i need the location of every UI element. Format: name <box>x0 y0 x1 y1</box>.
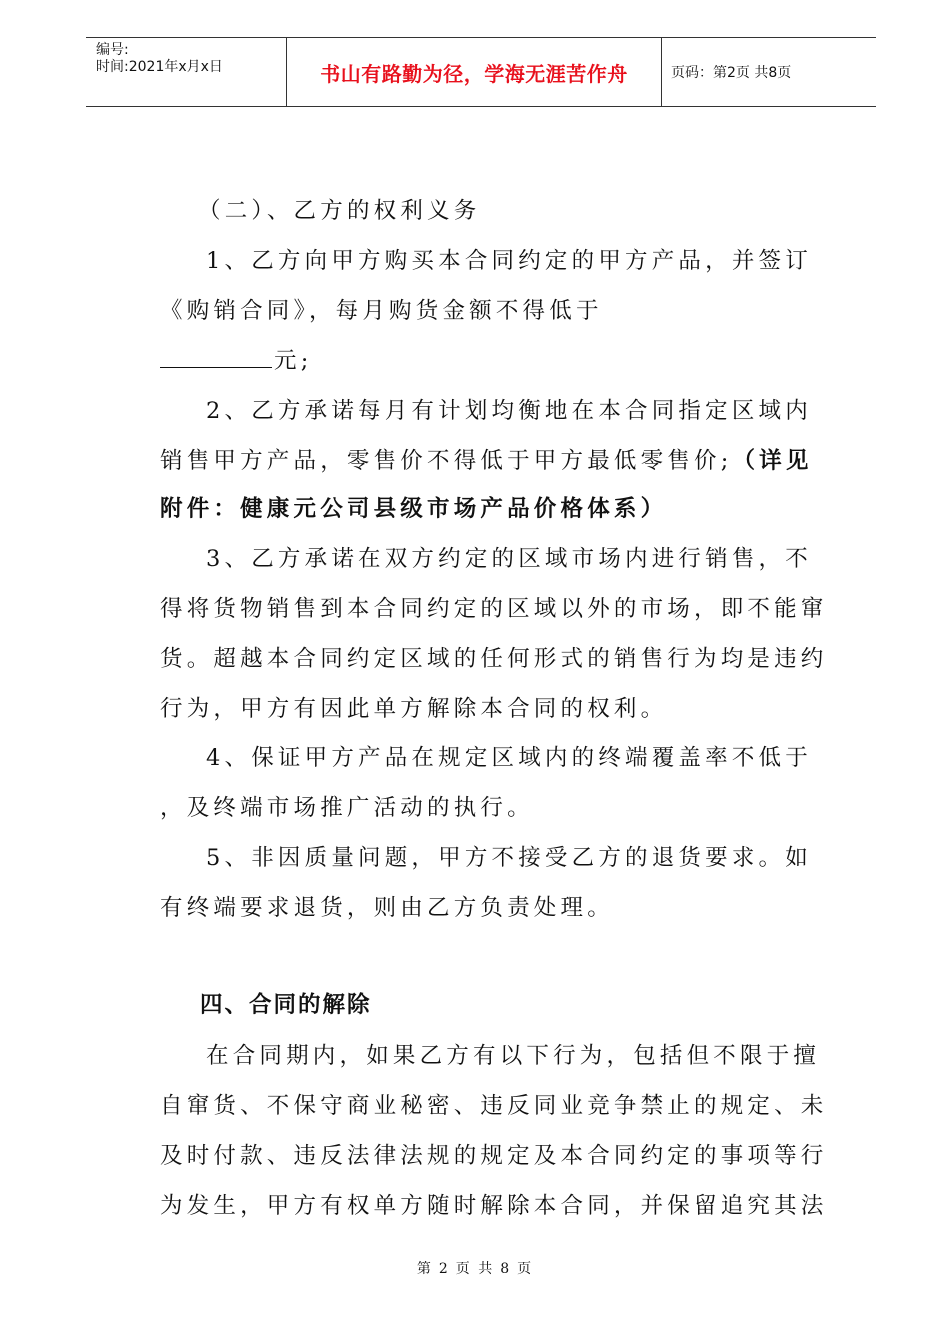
page-footer <box>0 1258 950 1278</box>
amount-blank <box>160 347 272 368</box>
item-5-line-2: 有终端要求退货，则由乙方负责处理。 <box>160 895 614 921</box>
item-1-line-2: 《购销合同》，每月购货金额不得低于 <box>160 298 603 324</box>
section-4-heading: 四、合同的解除 <box>200 992 372 1018</box>
section-4-line-4: 为发生，甲方有权单方随时解除本合同，并保留追究其法 <box>160 1193 828 1219</box>
item-2-line-3: 附件：健康元公司县级市场产品价格体系） <box>160 496 668 522</box>
item-3-line-1: 3、乙方承诺在双方约定的区域市场内进行销售，不 <box>206 546 812 572</box>
doc-number-label: 编号: <box>96 42 129 58</box>
item-3-line-2: 得将货物销售到本合同约定的区域以外的市场，即不能窜 <box>160 596 828 622</box>
footer-suffix: 页 <box>517 1261 534 1277</box>
section-4-line-3: 及时付款、违反法律法规的规定及本合同约定的事项等行 <box>160 1143 828 1169</box>
item-2-line-2 <box>160 446 813 476</box>
section-2-heading: （二）、乙方的权利义务 <box>198 198 481 224</box>
item-2-bold-text: （详见 <box>732 448 813 474</box>
item-1-line-3 <box>160 346 312 376</box>
section-4-line-2: 自窜货、不保守商业秘密、违反同业竞争禁止的规定、未 <box>160 1093 828 1119</box>
section-4-line-1: 在合同期内，如果乙方有以下行为，包括但不限于擅 <box>206 1043 821 1069</box>
item-2-plain-text: 销售甲方产品，零售价不得低于甲方最低零售价; <box>160 448 733 474</box>
item-5-line-1: 5、非因质量问题，甲方不接受乙方的退货要求。如 <box>206 845 812 871</box>
footer-prefix: 第 <box>416 1261 433 1277</box>
footer-page-number: 2 <box>438 1261 450 1277</box>
header-page-label: 页码：第2页 共8页 <box>671 65 792 81</box>
item-3-line-3: 货。超越本合同约定区域的任何形式的销售行为均是违约 <box>160 646 828 672</box>
page-header <box>86 37 876 107</box>
footer-middle: 页 共 <box>455 1261 495 1277</box>
header-motto: 书山有路勤为径，学海无涯苦作舟 <box>286 38 662 106</box>
item-3-line-4: 行为，甲方有因此单方解除本合同的权利。 <box>160 696 668 722</box>
footer-total-pages: 8 <box>500 1261 512 1277</box>
header-meta <box>86 38 286 110</box>
time-label: 时间:2021年x月x日 <box>96 59 223 75</box>
item-4-line-2: ，及终端市场推广活动的执行。 <box>160 795 534 821</box>
item-4-line-1: 4、保证甲方产品在规定区域内的终端覆盖率不低于 <box>206 745 812 771</box>
item-1-suffix: 元; <box>274 348 313 374</box>
item-1-line-1: 1、乙方向甲方购买本合同约定的甲方产品，并签订 <box>206 248 812 274</box>
item-2-line-1: 2、乙方承诺每月有计划均衡地在本合同指定区域内 <box>206 398 812 424</box>
